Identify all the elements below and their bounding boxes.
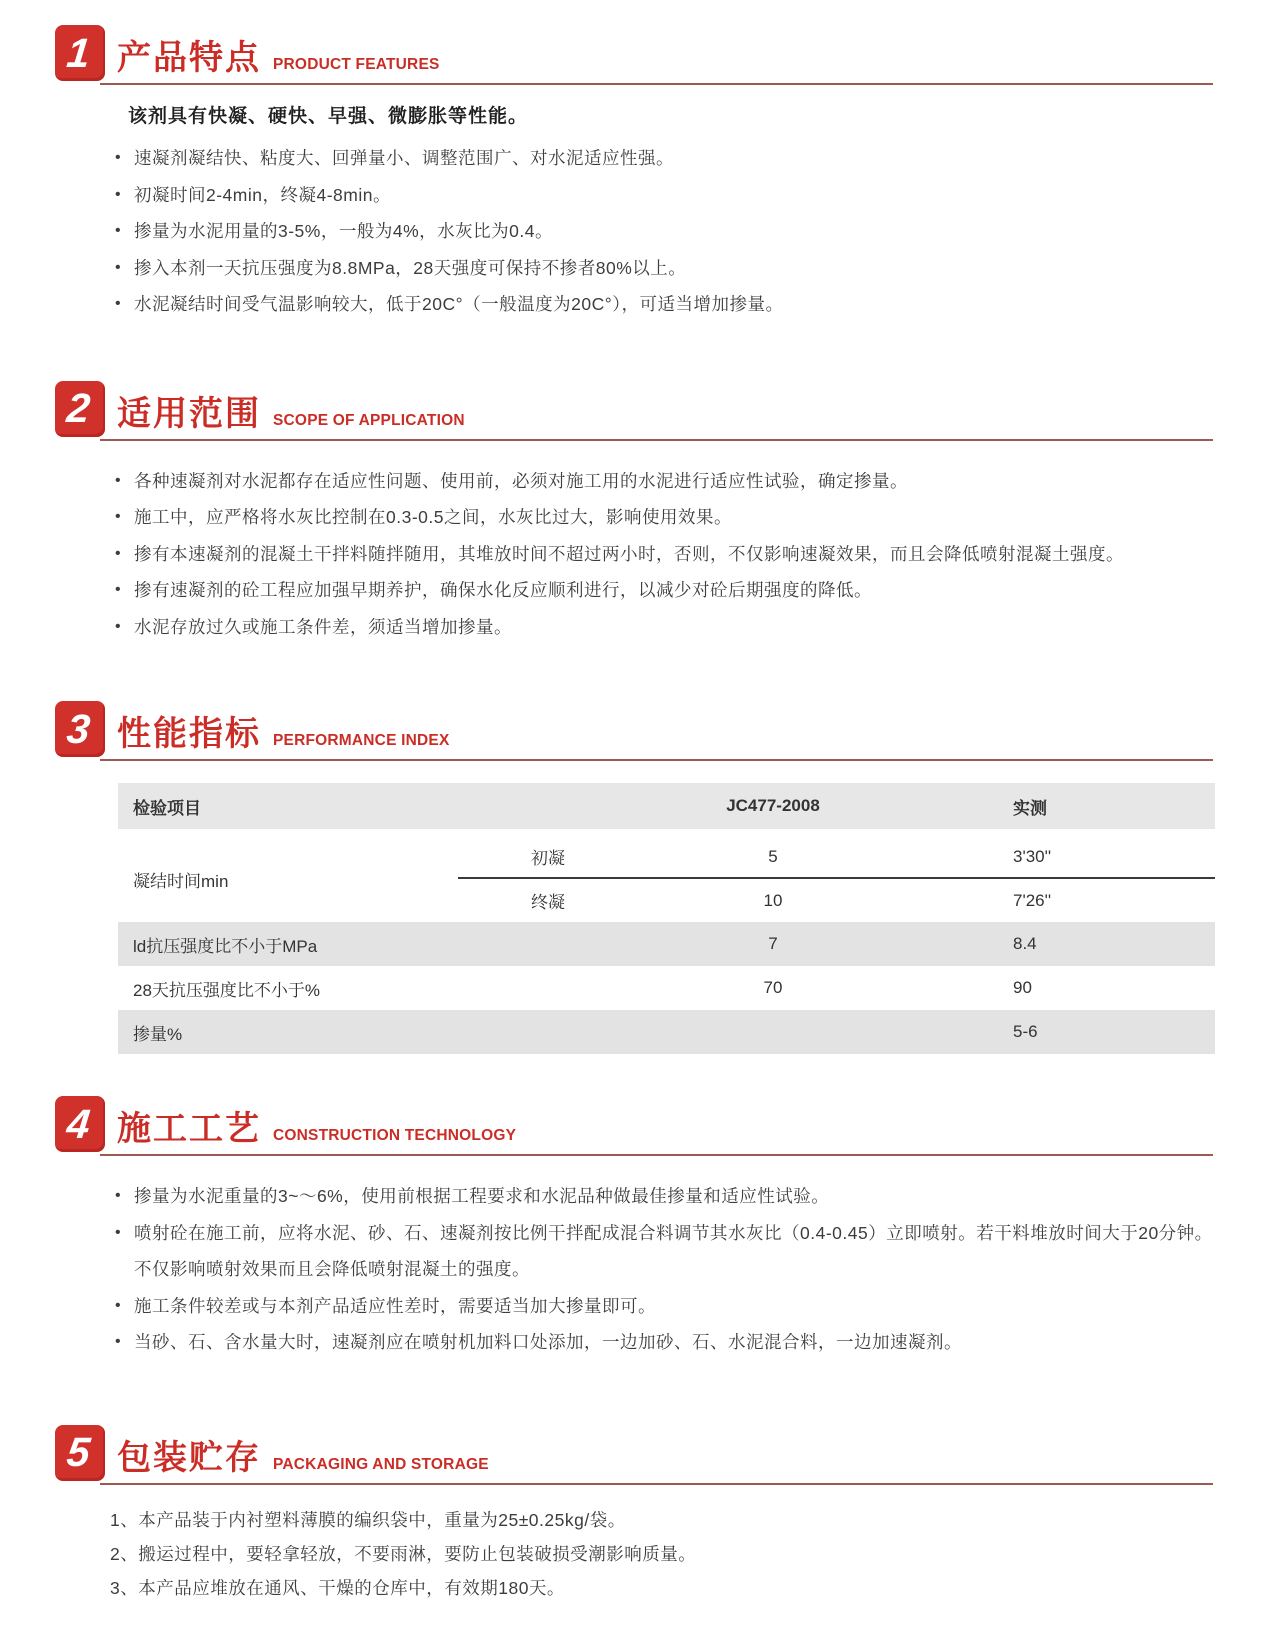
section-title-cn: 性能指标 <box>117 715 261 753</box>
bullet-text: 水泥凝结时间受气温影响较大，低于20C°（一般温度为20C°），可适当增加掺量。 <box>134 294 784 314</box>
cell-measured-value: 90 <box>1013 978 1032 997</box>
section-title-en: SCOPE OF APPLICATION <box>273 411 465 429</box>
header-rule <box>100 439 1213 441</box>
section-number-badge <box>55 1425 105 1481</box>
bullet-text: 当砂、石、含水量大时，速凝剂应在喷射机加料口处添加，一边加砂、石、水泥混合料，一边加速凝剂。 <box>134 1332 962 1352</box>
section-title-en: PACKAGING AND STORAGE <box>273 1455 489 1473</box>
cell-item-label: 28天抗压强度比不小于% <box>133 980 321 1000</box>
list-item <box>110 1571 1218 1605</box>
bullet-text: 掺有本速凝剂的混凝土干拌料随拌随用，其堆放时间不超过两小时，否则，不仅影响速凝效果，而且会降低喷射混凝土强度。 <box>134 543 1124 564</box>
header-cell-standard: JC477-2008 <box>726 796 820 815</box>
list-item <box>110 536 1218 573</box>
section-number: 5 <box>64 1429 92 1475</box>
performance-table <box>118 783 1215 1054</box>
section-header <box>55 379 1213 441</box>
section-number-badge <box>55 381 105 437</box>
section-titles <box>117 706 450 755</box>
list-item <box>110 1324 1218 1361</box>
section-titles <box>117 1430 489 1479</box>
section-scope-of-application <box>0 379 1280 646</box>
section-number: 2 <box>64 385 92 431</box>
header-rule <box>100 1483 1213 1485</box>
section-content <box>110 463 1218 646</box>
section-titles <box>117 386 465 435</box>
setting-time-subrows <box>458 836 1215 922</box>
table-row <box>118 1010 1215 1054</box>
cell-standard-value: 10 <box>763 890 783 910</box>
bullet-list <box>110 1178 1218 1361</box>
section-header <box>55 699 1213 761</box>
header-rule <box>100 1154 1213 1156</box>
numbered-list <box>110 1503 1218 1605</box>
section-number-badge <box>55 1096 105 1152</box>
cell-standard-value: 70 <box>763 978 783 997</box>
cell-measured-value: 3'30'' <box>1013 846 1052 866</box>
section-header <box>55 1094 1213 1156</box>
section-title-en: PRODUCT FEATURES <box>273 56 440 73</box>
cell-measured-value: 8.4 <box>1013 934 1037 953</box>
section-content <box>110 101 1218 323</box>
bullet-text: 掺量为水泥重量的3~～6%，使用前根据工程要求和水泥品种做最佳掺量和适应性试验。 <box>134 1186 830 1206</box>
list-item <box>110 463 1218 500</box>
section-title-cn: 适用范围 <box>117 394 261 433</box>
section-number-badge <box>55 25 105 81</box>
section-performance-index <box>0 699 1280 1054</box>
section-titles <box>117 1101 516 1150</box>
list-item <box>110 213 1218 250</box>
table-row <box>118 922 1215 966</box>
table-row <box>118 966 1215 1010</box>
header-cell-item: 检验项目 <box>133 798 201 818</box>
list-item <box>110 1288 1218 1325</box>
table-row-setting-time <box>118 836 1215 922</box>
bullet-text: 速凝剂凝结快、粘度大、回弹量小、调整范围广、对水泥适应性强。 <box>134 148 674 168</box>
cell-measured-value: 5-6 <box>1013 1022 1038 1041</box>
section-number: 4 <box>64 1100 92 1147</box>
section-packaging-and-storage <box>0 1423 1280 1635</box>
section-titles <box>117 30 440 79</box>
section-content <box>110 1178 1218 1361</box>
list-item <box>110 1503 1218 1537</box>
header-rule <box>100 83 1213 85</box>
section-header <box>55 1423 1213 1485</box>
list-item <box>110 572 1218 609</box>
bullet-text: 初凝时间2-4min，终凝4-8min。 <box>134 184 391 205</box>
section-title-en: PERFORMANCE INDEX <box>273 732 450 749</box>
bullet-text: 掺入本剂一天抗压强度为8.8MPa，28天强度可保持不掺者80%以上。 <box>134 257 687 278</box>
cell-standard-value: 7 <box>768 934 778 953</box>
bullet-text: 掺量为水泥用量的3-5%，一般为4%，水灰比为0.4。 <box>134 221 553 241</box>
section-title-en: CONSTRUCTION TECHNOLOGY <box>273 1127 517 1144</box>
header-rule <box>100 759 1213 761</box>
list-item <box>110 250 1218 287</box>
cell-item-label: ld抗压强度比不小于MPa <box>133 936 318 956</box>
list-item <box>110 286 1218 323</box>
section-title-cn: 施工工艺 <box>117 1110 261 1148</box>
cell-measured-value: 7'26'' <box>1013 890 1052 910</box>
section-number: 3 <box>64 705 92 752</box>
cell-item-label: 掺量% <box>133 1024 183 1044</box>
table-subrow-final-set <box>458 879 1215 922</box>
section-number: 1 <box>64 29 92 76</box>
section-title-cn: 包装贮存 <box>117 1438 261 1477</box>
table-subrow-initial-set <box>458 836 1215 879</box>
intro-line: 该剂具有快凝、硬快、早强、微膨胀等性能。 <box>128 106 529 127</box>
section-construction-technology <box>0 1094 1280 1361</box>
list-item <box>110 1178 1218 1215</box>
list-item <box>110 140 1218 177</box>
list-item <box>110 609 1218 646</box>
numbered-text: 1、本产品装于内衬塑料薄膜的编织袋中，重量为25±0.25kg/袋。 <box>110 1509 626 1530</box>
bullet-text: 各种速凝剂对水泥都存在适应性问题、使用前，必须对施工用的水泥进行适应性试验，确定掺量。 <box>134 470 908 491</box>
list-item <box>110 1215 1218 1288</box>
section-product-features <box>0 0 1280 323</box>
list-item <box>110 499 1218 536</box>
bullet-text: 施工中，应严格将水灰比控制在0.3-0.5之间，水灰比过大，影响使用效果。 <box>134 507 732 527</box>
cell-sub-name: 终凝 <box>531 893 565 912</box>
section-header <box>55 23 1213 85</box>
section-title-cn: 产品特点 <box>117 39 261 77</box>
cell-standard-value: 5 <box>768 846 778 866</box>
section-content <box>110 1503 1218 1605</box>
numbered-text: 3、本产品应堆放在通风、干燥的仓库中，有效期180天。 <box>110 1577 565 1598</box>
bullet-text: 掺有速凝剂的砼工程应加强早期养护，确保水化反应顺利进行，以减少对砼后期强度的降低。 <box>134 580 872 600</box>
bullet-text: 施工条件较差或与本剂产品适应性差时，需要适当加大掺量即可。 <box>134 1295 656 1316</box>
bullet-list <box>110 463 1218 646</box>
table-header-row <box>118 783 1215 829</box>
list-item <box>110 177 1218 214</box>
list-item <box>110 1537 1218 1571</box>
header-cell-measured: 实测 <box>1013 798 1047 818</box>
numbered-text: 2、搬运过程中，要轻拿轻放，不要雨淋，要防止包装破损受潮影响质量。 <box>110 1543 697 1564</box>
cell-sub-name: 初凝 <box>531 849 565 868</box>
cell-item-label: 凝结时间min <box>133 871 229 891</box>
bullet-list <box>110 140 1218 323</box>
bullet-text: 喷射砼在施工前，应将水泥、砂、石、速凝剂按比例干拌配成混合料调节其水灰比（0.4-0.45）立即喷射。若干料堆放时间大于20分钟。不仅影响喷射效果而且会降低喷射混凝土的强度。 <box>134 1222 1213 1279</box>
section-number-badge <box>55 701 105 757</box>
bullet-text: 水泥存放过久或施工条件差，须适当增加掺量。 <box>134 616 512 637</box>
